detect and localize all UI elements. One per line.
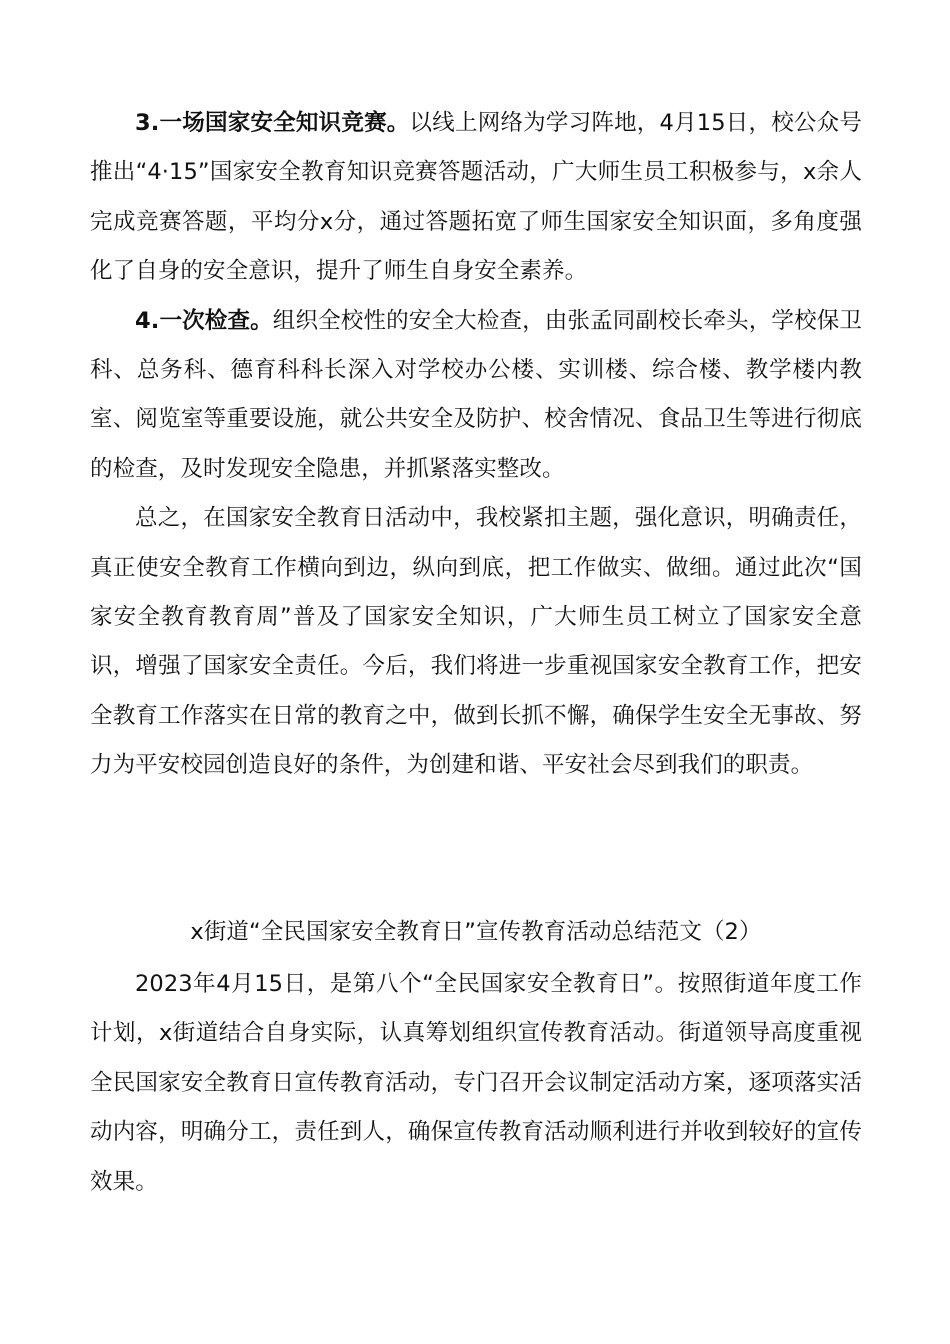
section-two-body bbox=[90, 960, 862, 1207]
item-body-text: 以线上网络为学习阵地，4月15日，校公众号推出“4·15”国家安全教育知识竞赛答题活动，广大师生员工积极参与，x余人完成竞赛答题，平均分x分，通过答题拓宽了师生国家安全知识面，多角度强化了自身的安全意识，提升了师生自身安全素养。 bbox=[90, 110, 862, 285]
section-two-title: x街道“全民国家安全教育日”宣传教育活动总结范文（2） bbox=[190, 919, 762, 945]
item-safety-inspection bbox=[90, 297, 862, 495]
item-lead-heading: 4.一次检查。 bbox=[135, 307, 273, 334]
section-one-body bbox=[90, 99, 862, 791]
item-body-text: 组织全校性的安全大检查，由张孟同副校长牵头，学校保卫科、总务科、德育科科长深入对学校办公楼、实训楼、综合楼、教学楼内教室、阅览室等重要设施，就公共安全及防护、校舍情况、食品卫生等进行彻底的检查，及时发现安全隐患，并抓紧落实整改。 bbox=[90, 307, 862, 482]
intro-paragraph: 2023年4月15日，是第八个“全民国家安全教育日”。按照街道年度工作计划，x街道结合自身实际，认真筹划组织宣传教育活动。街道领导高度重视全民国家安全教育日宣传教育活动，专门召开会议制定活动方案，逐项落实活动内容，明确分工，责任到人，确保宣传教育活动顺利进行并收到较好的宣传效果。 bbox=[90, 971, 862, 1195]
conclusion-paragraph: 总之，在国家安全教育日活动中，我校紧扣主题，强化意识，明确责任，真正使安全教育工作横向到边，纵向到底，把工作做实、做细。通过此次“国家安全教育教育周”普及了国家安全知识，广大师生员工树立了国家安全意识，增强了国家安全责任。今后，我们将进一步重视国家安全教育工作，把安全教育工作落实在日常的教育之中，做到长抓不懈，确保学生安全无事故、努力为平安校园创造良好的条件，为创建和谐、平安社会尽到我们的职责。 bbox=[90, 505, 862, 779]
item-knowledge-contest bbox=[90, 99, 862, 297]
item-lead-heading: 3.一场国家安全知识竞赛。 bbox=[135, 110, 410, 136]
